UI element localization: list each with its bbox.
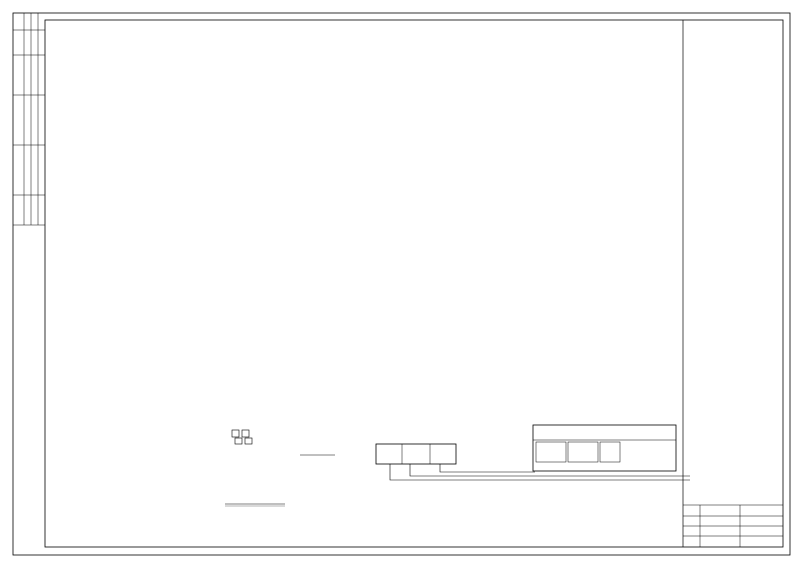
- incoming-remark-box: [533, 425, 676, 471]
- main-distribution-box: [376, 444, 456, 464]
